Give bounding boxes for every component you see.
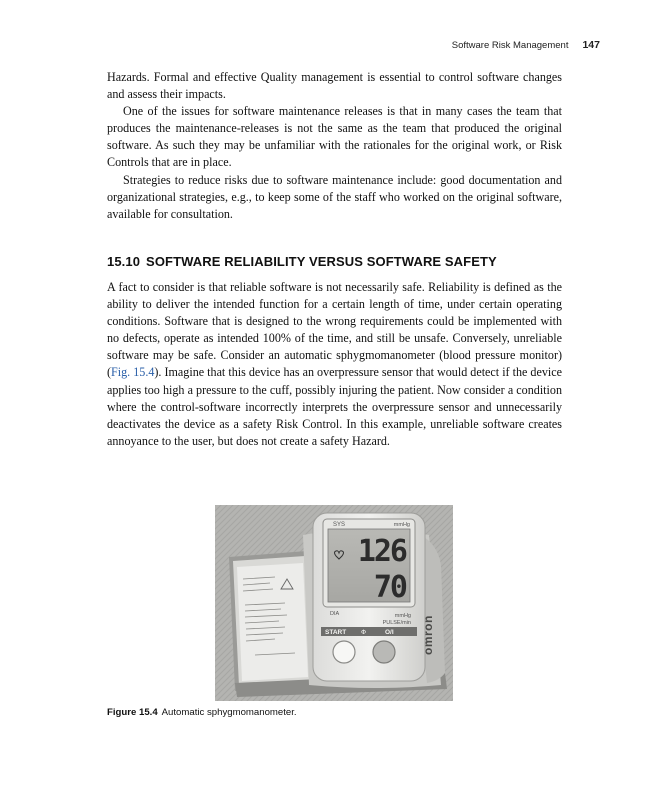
figure-reference-link[interactable]: Fig. 15.4 [111, 365, 155, 380]
section-title: SOFTWARE RELIABILITY VERSUS SOFTWARE SAFETY [146, 254, 497, 269]
dia-label: DIA [330, 611, 340, 617]
body-text-top [107, 69, 562, 223]
figure-photo [215, 505, 453, 701]
power-icon: Φ [361, 628, 367, 636]
section-number: 15.10 [107, 254, 141, 269]
paragraph-1: Hazards. Formal and effective Quality management is essential to control software changes and assess their impacts. [107, 70, 562, 102]
figure-caption-text: Automatic sphygmomanometer. [161, 707, 297, 718]
paragraph-3: Strategies to reduce risks due to software maintenance include: good documentation and organizational strategies, e.g., to keep some of the staff who worked on the original software, available for consultation. [107, 172, 562, 221]
section-paragraph [107, 279, 562, 450]
figure-caption-label: Figure 15.4 [107, 707, 158, 718]
section-paragraph-text-2: ). Imagine that this device has an overpressure sensor that would detect if the device applies too high a pressure to the cuff, possibly injuring the patient. Now consider a condition where the control-software incorrectly interprets the overpressure sensor and unnecessarily deactivates the device as a safety Risk Control. In this example, unreliable software creates annoyance to the user, but does not create a safety Hazard. [107, 365, 562, 448]
running-head [440, 39, 600, 51]
dia-unit-label: mmHg [394, 613, 411, 619]
sphygmomanometer-photo [215, 505, 453, 701]
start-label: START [325, 629, 347, 636]
running-head-title: Software Risk Management [451, 40, 569, 51]
page-number: 147 [582, 39, 600, 51]
brand-logo: omron [421, 615, 435, 655]
diastolic-reading: 70 [373, 570, 406, 605]
on-off-label: O/I [385, 629, 394, 636]
pulse-label: PULSE/min [382, 620, 411, 626]
sys-label: SYS [333, 522, 346, 528]
start-button [333, 641, 355, 663]
body-text-section [107, 279, 562, 450]
paragraph-2: One of the issues for software maintenance releases is that in many cases the team that produces the maintenance-releases is not the same as the team that produced the original software. As such they may be unfamiliar with the rationales for the original work, or Risk Controls that are in place. [107, 104, 562, 170]
section-heading [107, 254, 562, 269]
systolic-reading: 126 [357, 534, 406, 569]
figure-caption [107, 707, 562, 718]
on-off-button [373, 641, 395, 663]
sys-unit-label: mmHg [393, 522, 410, 528]
section-paragraph-text-1: A fact to consider is that reliable software is not necessarily safe. Reliability is defined as the ability to deliver the intended function for a certain length of time, under certain operating conditions. Software that is designed to the wrong requirements could be implemented with no defects, operate as intended 100% of the time, and still be unsafe. Conversely, unreliable software may be safe. Consider an automatic sphygmomanometer (blood pressure monitor) ( [107, 280, 562, 380]
